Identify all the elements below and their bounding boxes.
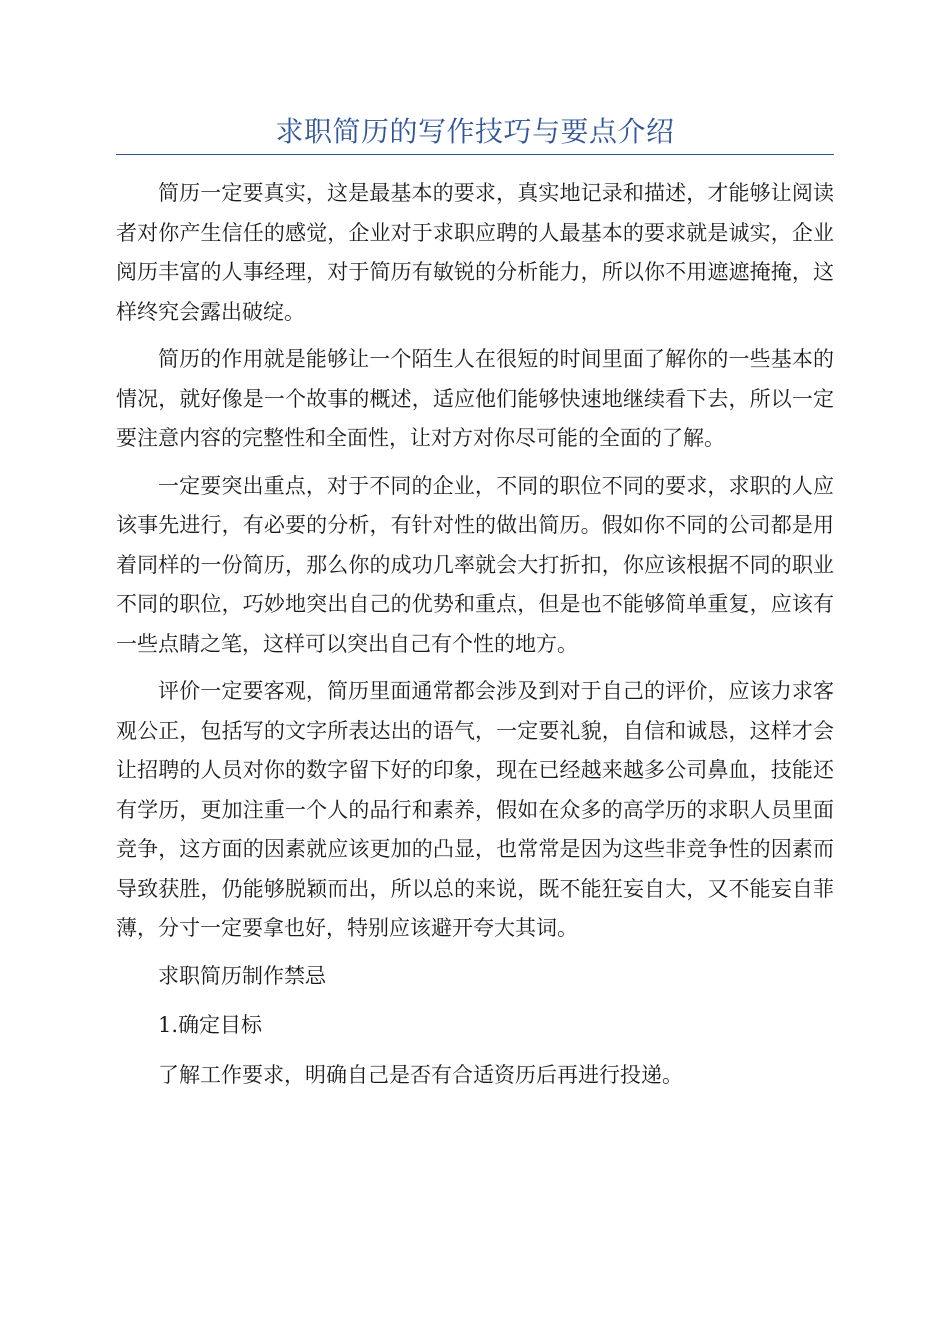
list-item-heading: 1.确定目标 <box>158 1013 263 1037</box>
document-title: 求职简历的写作技巧与要点介绍 <box>275 115 675 148</box>
document-body <box>116 174 834 1105</box>
paragraph-objective: 评价一定要客观，简历里面通常都会涉及到对于自己的评价，应该力求客观公正，包括写的文字所表达出的语气，一定要礼貌，自信和诚恳，这样才会让招聘的人员对你的数字留下好的印象，现在已经越来越多公司鼻血，技能还有学历，更加注重一个人的品行和素养，假如在众多的高学历的求职人员里面竞争，这方面的因素就应该更加的凸显，也常常是因为这些非竞争性的因素而导致获胜，仍能够脱颖而出，所以总的来说，既不能狂妄自大，又不能妄自菲薄，分寸一定要拿也好，特别应该避开夸大其词。 <box>116 679 834 940</box>
paragraph-purpose: 简历的作用就是能够让一个陌生人在很短的时间里面了解你的一些基本的情况，就好像是一个故事的概述，适应他们能够快速地继续看下去，所以一定要注意内容的完整性和全面性，让对方对你尽可能的全面的了解。 <box>116 347 834 450</box>
paragraph-requirements: 了解工作要求，明确自己是否有合适资历后再进行投递。 <box>158 1062 683 1087</box>
paragraph-truthful: 简历一定要真实，这是最基本的要求，真实地记录和描述，才能够让阅读者对你产生信任的感觉，企业对于求职应聘的人最基本的要求就是诚实，企业阅历丰富的人事经理，对于简历有敏锐的分析能力，所以你不用遮遮掩掩，这样终究会露出破绽。 <box>116 181 834 324</box>
section-heading-taboos: 求职简历制作禁忌 <box>158 963 326 988</box>
paragraph-highlight: 一定要突出重点，对于不同的企业，不同的职位不同的要求，求职的人应该事先进行，有必要的分析，有针对性的做出简历。假如你不同的公司都是用着同样的一份简历，那么你的成功几率就会大打折扣，你应该根据不同的职业不同的职位，巧妙地突出自己的优势和重点，但是也不能够简单重复，应该有一些点睛之笔，这样可以突出自己有个性的地方。 <box>116 473 834 656</box>
title-underline <box>116 154 834 155</box>
